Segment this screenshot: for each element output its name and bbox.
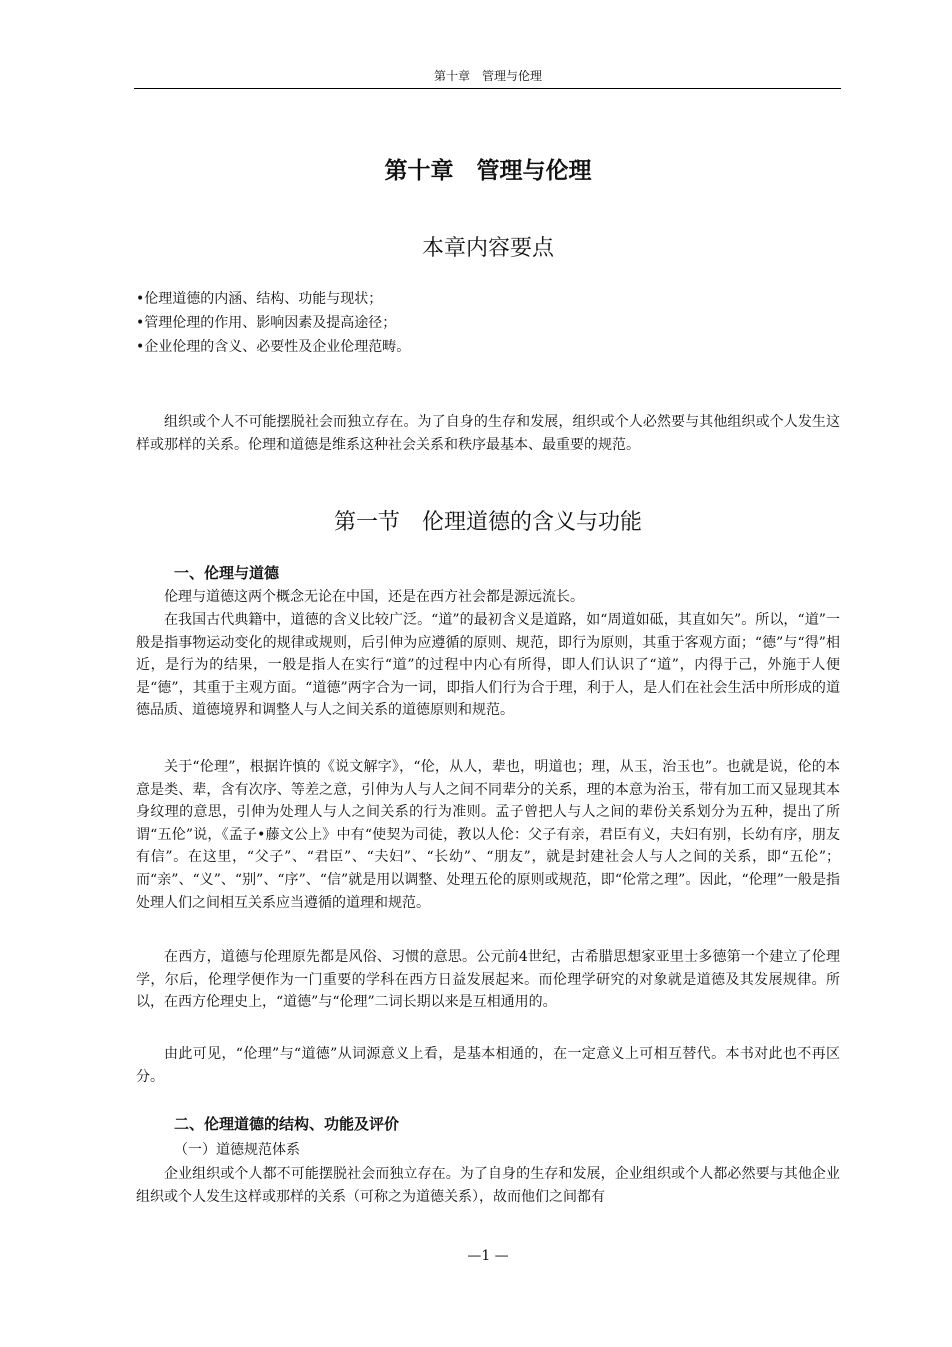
running-header: 第十章 管理与伦理 <box>433 69 542 83</box>
subsection-heading: 二、伦理道德的结构、功能及评价 <box>174 1115 400 1133</box>
section-title: 第一节 伦理道德的含义与功能 <box>333 510 642 535</box>
page-number: —1 — <box>467 1248 509 1264</box>
chapter-title: 第十章 管理与伦理 <box>384 158 592 184</box>
key-point: •管理伦理的作用、影响因素及提高途径； <box>136 315 397 331</box>
body-paragraph: 在我国古代典籍中，道德的含义比较广泛。“道”的最初含义是道路，如“周道如砥，其直如矢”。所以，“道”一般是指事物运动变化的规律或规则，后引伸为应遵循的原则、规范，即行为原则，其重于客观方面；“德”与“得”相近，是行为的结果，一般是指人在实行“道”的过程中内心有所得，即人们认识了“道”，内得于己，外施于人便是“德”，其重于主观方面。“道德”两字合为一词，即指人们行为合于理，利于人，是人们在社会生活中所形成的道德品质、道德境界和调整人与人之间关系的道德原则和规范。 <box>136 612 840 719</box>
summary-title: 本章内容要点 <box>421 236 554 261</box>
body-paragraph: 伦理与道德这两个概念无论在中国，还是在西方社会都是源远流长。 <box>164 589 584 605</box>
minor-heading: （一）道德规范体系 <box>174 1142 300 1158</box>
subsection-heading: 一、伦理与道德 <box>174 564 280 582</box>
intro-paragraph: 组织或个人不可能摆脱社会而独立存在。为了自身的生存和发展，组织或个人必然要与其他组织或个人发生这样或那样的关系。伦理和道德是维系这种社会关系和秩序最基本、最重要的规范。 <box>136 414 840 453</box>
header-rule <box>134 88 841 89</box>
body-paragraph: 关于“伦理”，根据许慎的《说文解字》，“伦，从人，辈也，明道也；理，从玉，治玉也”。也就是说，伦的本意是类、辈，含有次序、等差之意，引伸为人与人之间不同辈分的关系，理的本意为治玉，带有加工而又显现其本身纹理的意思，引伸为处理人与人之间关系的行为准则。孟子曾把人与人之间的辈份关系划分为五种，提出了所谓“五伦”说，《孟子•藤文公上》中有“使契为司徒，教以人伦：父子有亲，君臣有义，夫妇有别，长幼有序，朋友有信”。在这里，“父子”、“君臣”、“夫妇”、“长幼”、“朋友”，就是封建社会人与人之间的关系，即“五伦”；而“亲”、“义”、“别”、“序”、“信”就是用以调整、处理五伦的原则或规范，即“伦常之理”。因此，“伦理”一般是指处理人们之间相互关系应当遵循的道理和规范。 <box>136 759 840 911</box>
key-points-list <box>136 287 840 359</box>
body-paragraph: 由此可见，“伦理”与“道德”从词源意义上看，是基本相通的，在一定意义上可相互替代。本书对此也不再区分。 <box>136 1046 840 1085</box>
body-paragraph: 在西方，道德与伦理原先都是风俗、习惯的意思。公元前4世纪，古希腊思想家亚里士多德第一个建立了伦理学，尔后，伦理学便作为一门重要的学科在西方日益发展起来。而伦理学研究的对象就是道德及其发展规律。所以，在西方伦理史上，“道德”与“伦理”二词长期以来是互相通用的。 <box>136 949 840 1011</box>
key-point: •伦理道德的内涵、结构、功能与现状； <box>136 291 383 307</box>
body-paragraph: 企业组织或个人都不可能摆脱社会而独立存在。为了自身的生存和发展，企业组织或个人都必然要与其他企业组织或个人发生这样或那样的关系（可称之为道德关系），故而他们之间都有 <box>136 1166 840 1205</box>
key-point: •企业伦理的含义、必要性及企业伦理范畴。 <box>136 339 411 355</box>
